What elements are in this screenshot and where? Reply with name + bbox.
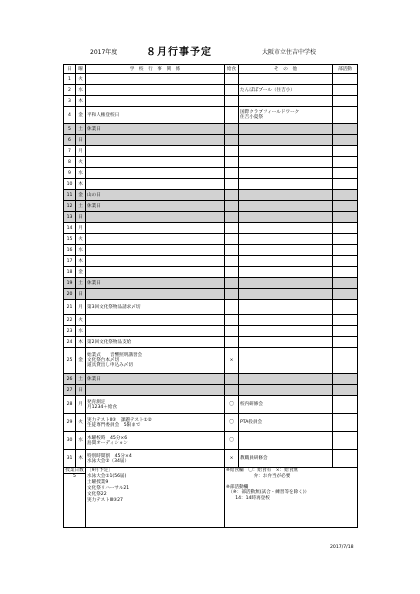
lunch-cell <box>225 223 239 234</box>
other-cell <box>239 234 333 245</box>
table-row <box>64 107 358 124</box>
weekday-cell: 土 <box>76 374 86 385</box>
weekday-cell: 月 <box>76 223 86 234</box>
event-cell <box>86 256 225 267</box>
weekday-cell: 水 <box>76 245 86 256</box>
day-cell: 24 <box>64 337 76 348</box>
club-cell <box>333 414 358 432</box>
lunch-cell: × <box>225 348 239 374</box>
other-cell <box>239 326 333 337</box>
other-cell <box>239 385 333 396</box>
weekday-cell: 月 <box>76 300 86 315</box>
next-month-plan: ［9月予定］ 水泳大会①1(56届) 土曜授業9 文化祭リハーサル21 文化祭22 実力テストⅢ③27 <box>86 468 225 528</box>
weekday-cell: 土 <box>76 201 86 212</box>
weekday-cell: 日 <box>76 289 86 300</box>
other-cell <box>239 245 333 256</box>
event-cell: 木曜校時 45分×6 島間オーディション <box>86 432 225 450</box>
table-row <box>64 168 358 179</box>
lunch-cell <box>225 278 239 289</box>
day-cell: 19 <box>64 278 76 289</box>
other-cell: 校内研修会 <box>239 396 333 414</box>
day-cell: 15 <box>64 234 76 245</box>
table-row <box>64 300 358 315</box>
event-cell <box>86 315 225 326</box>
other-cell: PTA役員会 <box>239 414 333 432</box>
event-cell <box>86 234 225 245</box>
table-row <box>64 432 358 450</box>
lunch-cell <box>225 326 239 337</box>
day-cell: 16 <box>64 245 76 256</box>
other-cell: 教職員研修会 <box>239 450 333 468</box>
event-cell <box>86 245 225 256</box>
lunch-cell <box>225 300 239 315</box>
club-cell <box>333 450 358 468</box>
event-cell: 第3回文化祭物品請求〆切 <box>86 300 225 315</box>
table-row <box>64 450 358 468</box>
table-row <box>64 348 358 374</box>
other-cell <box>239 124 333 135</box>
club-cell <box>333 190 358 201</box>
club-cell <box>333 168 358 179</box>
footer-row <box>64 468 358 528</box>
event-cell: 山の日 <box>86 190 225 201</box>
club-cell <box>333 212 358 223</box>
club-cell <box>333 348 358 374</box>
lunch-cell <box>225 107 239 124</box>
col-school-events: 学 校 行 事 関 係 <box>86 65 225 74</box>
weekday-cell: 金 <box>76 190 86 201</box>
weekday-cell: 火 <box>76 157 86 168</box>
lunch-cell <box>225 146 239 157</box>
day-cell: 29 <box>64 414 76 432</box>
other-cell: 国際クラブフィールドワーク 住吉小夏祭 <box>239 107 333 124</box>
fiscal-year: 2017年度 <box>90 49 118 56</box>
day-cell: 26 <box>64 374 76 385</box>
weekday-cell: 木 <box>76 337 86 348</box>
lunch-cell <box>225 315 239 326</box>
weekday-cell: 水 <box>76 168 86 179</box>
other-cell <box>239 157 333 168</box>
weekday-cell: 日 <box>76 212 86 223</box>
weekday-cell: 金 <box>76 348 86 374</box>
col-club: 部活動 <box>333 65 358 74</box>
lunch-cell <box>225 74 239 85</box>
day-cell: 18 <box>64 267 76 278</box>
weekday-cell: 火 <box>76 315 86 326</box>
event-cell: 第2回文化祭物品支給 <box>86 337 225 348</box>
lunch-cell <box>225 212 239 223</box>
event-cell <box>86 96 225 107</box>
day-cell: 6 <box>64 135 76 146</box>
weekday-cell: 火 <box>76 74 86 85</box>
day-cell: 5 <box>64 124 76 135</box>
other-cell <box>239 374 333 385</box>
lunch-cell <box>225 234 239 245</box>
weekday-cell: 金 <box>76 107 86 124</box>
club-cell <box>333 396 358 414</box>
other-cell <box>239 337 333 348</box>
table-row <box>64 256 358 267</box>
day-cell: 17 <box>64 256 76 267</box>
other-cell <box>239 300 333 315</box>
schedule-rows <box>64 74 358 468</box>
day-cell: 2 <box>64 85 76 96</box>
other-cell <box>239 315 333 326</box>
event-cell <box>86 168 225 179</box>
event-cell <box>86 267 225 278</box>
event-cell: 休業日 <box>86 278 225 289</box>
school-days-cell <box>64 468 86 528</box>
club-cell <box>333 289 358 300</box>
lunch-cell <box>225 179 239 190</box>
club-cell <box>333 234 358 245</box>
weekday-cell: 火 <box>76 414 86 432</box>
club-cell <box>333 74 358 85</box>
event-cell <box>86 289 225 300</box>
event-cell: 実力テストⅡ③ 課題テスト①② 生徒専門委員会 5限まで <box>86 414 225 432</box>
day-cell: 13 <box>64 212 76 223</box>
day-cell: 12 <box>64 201 76 212</box>
event-cell <box>86 146 225 157</box>
weekday-cell: 水 <box>76 432 86 450</box>
event-cell: 特別時間割 45分×4 水泳大会②（34届） <box>86 450 225 468</box>
table-row <box>64 190 358 201</box>
club-cell <box>333 157 358 168</box>
event-cell <box>86 74 225 85</box>
club-cell <box>333 223 358 234</box>
lunch-cell <box>225 135 239 146</box>
lunch-cell <box>225 157 239 168</box>
lunch-cell: × <box>225 450 239 468</box>
weekday-cell: 月 <box>76 396 86 414</box>
club-cell <box>333 432 358 450</box>
school-days-count: 5 <box>73 474 76 479</box>
document-date: 2017/7/18 <box>330 545 354 550</box>
event-cell <box>86 179 225 190</box>
event-cell: 休業日 <box>86 124 225 135</box>
other-cell <box>239 212 333 223</box>
table-row <box>64 396 358 414</box>
table-row <box>64 201 358 212</box>
other-cell <box>239 168 333 179</box>
weekday-cell: 木 <box>76 96 86 107</box>
event-cell: 休業日 <box>86 374 225 385</box>
lunch-cell <box>225 256 239 267</box>
weekday-cell: 火 <box>76 234 86 245</box>
table-row <box>64 234 358 245</box>
table-row <box>64 74 358 85</box>
event-cell: 休業日 <box>86 201 225 212</box>
event-cell: 始業式 音響照明講習会 文化祭台本〆切 道具貸出し申込み〆切 <box>86 348 225 374</box>
other-cell <box>239 278 333 289</box>
event-cell <box>86 212 225 223</box>
club-cell <box>333 245 358 256</box>
lunch-cell <box>225 168 239 179</box>
table-row <box>64 179 358 190</box>
club-cell <box>333 96 358 107</box>
weekday-cell: 水 <box>76 326 86 337</box>
table-row <box>64 289 358 300</box>
day-cell: 1 <box>64 74 76 85</box>
lunch-cell <box>225 190 239 201</box>
schedule-table <box>63 64 358 528</box>
event-cell <box>86 157 225 168</box>
table-row <box>64 135 358 146</box>
club-cell <box>333 278 358 289</box>
club-cell <box>333 385 358 396</box>
table-row <box>64 385 358 396</box>
club-cell <box>333 300 358 315</box>
lunch-cell: 〇 <box>225 432 239 450</box>
club-cell <box>333 201 358 212</box>
col-other: そ の 他 <box>239 65 333 74</box>
other-cell <box>239 190 333 201</box>
table-row <box>64 414 358 432</box>
lunch-cell <box>225 85 239 96</box>
day-cell: 3 <box>64 96 76 107</box>
club-cell <box>333 124 358 135</box>
day-cell: 27 <box>64 385 76 396</box>
other-cell <box>239 223 333 234</box>
table-row <box>64 315 358 326</box>
event-cell: 平和人権登校日 <box>86 107 225 124</box>
other-cell <box>239 256 333 267</box>
event-cell <box>86 326 225 337</box>
school-name: 大阪市立住吉中学校 <box>262 49 317 56</box>
day-cell: 25 <box>64 348 76 374</box>
club-cell <box>333 267 358 278</box>
table-header <box>64 65 358 74</box>
table-row <box>64 326 358 337</box>
day-cell: 30 <box>64 432 76 450</box>
table-row <box>64 278 358 289</box>
club-cell <box>333 326 358 337</box>
page-title: ８月行事予定 <box>146 47 212 58</box>
day-cell: 4 <box>64 107 76 124</box>
day-cell: 7 <box>64 146 76 157</box>
club-cell <box>333 107 358 124</box>
table-row <box>64 146 358 157</box>
day-cell: 20 <box>64 289 76 300</box>
other-cell <box>239 74 333 85</box>
lunch-cell <box>225 124 239 135</box>
table-row <box>64 212 358 223</box>
other-cell <box>239 179 333 190</box>
other-cell <box>239 289 333 300</box>
table-row <box>64 337 358 348</box>
school-days-label: 授業日数 <box>65 468 84 473</box>
day-cell: 11 <box>64 190 76 201</box>
lunch-cell <box>225 267 239 278</box>
weekday-cell: 木 <box>76 179 86 190</box>
weekday-cell: 水 <box>76 85 86 96</box>
event-cell <box>86 385 225 396</box>
weekday-cell: 金 <box>76 267 86 278</box>
lunch-cell <box>225 385 239 396</box>
day-cell: 9 <box>64 168 76 179</box>
other-cell <box>239 96 333 107</box>
table-row <box>64 374 358 385</box>
club-cell <box>333 135 358 146</box>
weekday-cell: 日 <box>76 385 86 396</box>
club-cell <box>333 315 358 326</box>
other-cell <box>239 201 333 212</box>
other-cell <box>239 146 333 157</box>
day-cell: 14 <box>64 223 76 234</box>
other-cell <box>239 432 333 450</box>
lunch-cell <box>225 289 239 300</box>
lunch-cell <box>225 245 239 256</box>
lunch-cell <box>225 374 239 385</box>
weekday-cell: 木 <box>76 256 86 267</box>
weekday-cell: 木 <box>76 450 86 468</box>
col-lunch: 給食 <box>225 65 239 74</box>
other-cell <box>239 348 333 374</box>
lunch-cell: 〇 <box>225 414 239 432</box>
table-row <box>64 96 358 107</box>
event-cell <box>86 85 225 96</box>
lunch-cell <box>225 201 239 212</box>
other-cell: たんぽぽプール（住吉小） <box>239 85 333 96</box>
table-row <box>64 124 358 135</box>
table-row <box>64 223 358 234</box>
club-cell <box>333 256 358 267</box>
day-cell: 28 <box>64 396 76 414</box>
other-cell <box>239 267 333 278</box>
lunch-cell <box>225 96 239 107</box>
table-row <box>64 157 358 168</box>
lunch-cell: 〇 <box>225 396 239 414</box>
legend-notes: ※給食欄 〇：給食有 ×：給食無 弁：お弁当が必要 ※部活動欄 （※：部活動無(試合・練習等を除く)） 14：14時再登校 <box>225 468 358 528</box>
event-cell <box>86 135 225 146</box>
club-cell <box>333 146 358 157</box>
col-weekday: 曜 <box>76 65 86 74</box>
weekday-cell: 月 <box>76 146 86 157</box>
day-cell: 31 <box>64 450 76 468</box>
day-cell: 8 <box>64 157 76 168</box>
club-cell <box>333 337 358 348</box>
table-row <box>64 245 358 256</box>
table-row <box>64 85 358 96</box>
club-cell <box>333 85 358 96</box>
event-cell: 発育測定 月1234＋給食 <box>86 396 225 414</box>
lunch-cell <box>225 337 239 348</box>
day-cell: 10 <box>64 179 76 190</box>
col-day: 日 <box>64 65 76 74</box>
day-cell: 22 <box>64 315 76 326</box>
weekday-cell: 土 <box>76 278 86 289</box>
table-row <box>64 267 358 278</box>
other-cell <box>239 135 333 146</box>
day-cell: 21 <box>64 300 76 315</box>
weekday-cell: 土 <box>76 124 86 135</box>
event-cell <box>86 223 225 234</box>
club-cell <box>333 179 358 190</box>
club-cell <box>333 374 358 385</box>
weekday-cell: 日 <box>76 135 86 146</box>
day-cell: 23 <box>64 326 76 337</box>
